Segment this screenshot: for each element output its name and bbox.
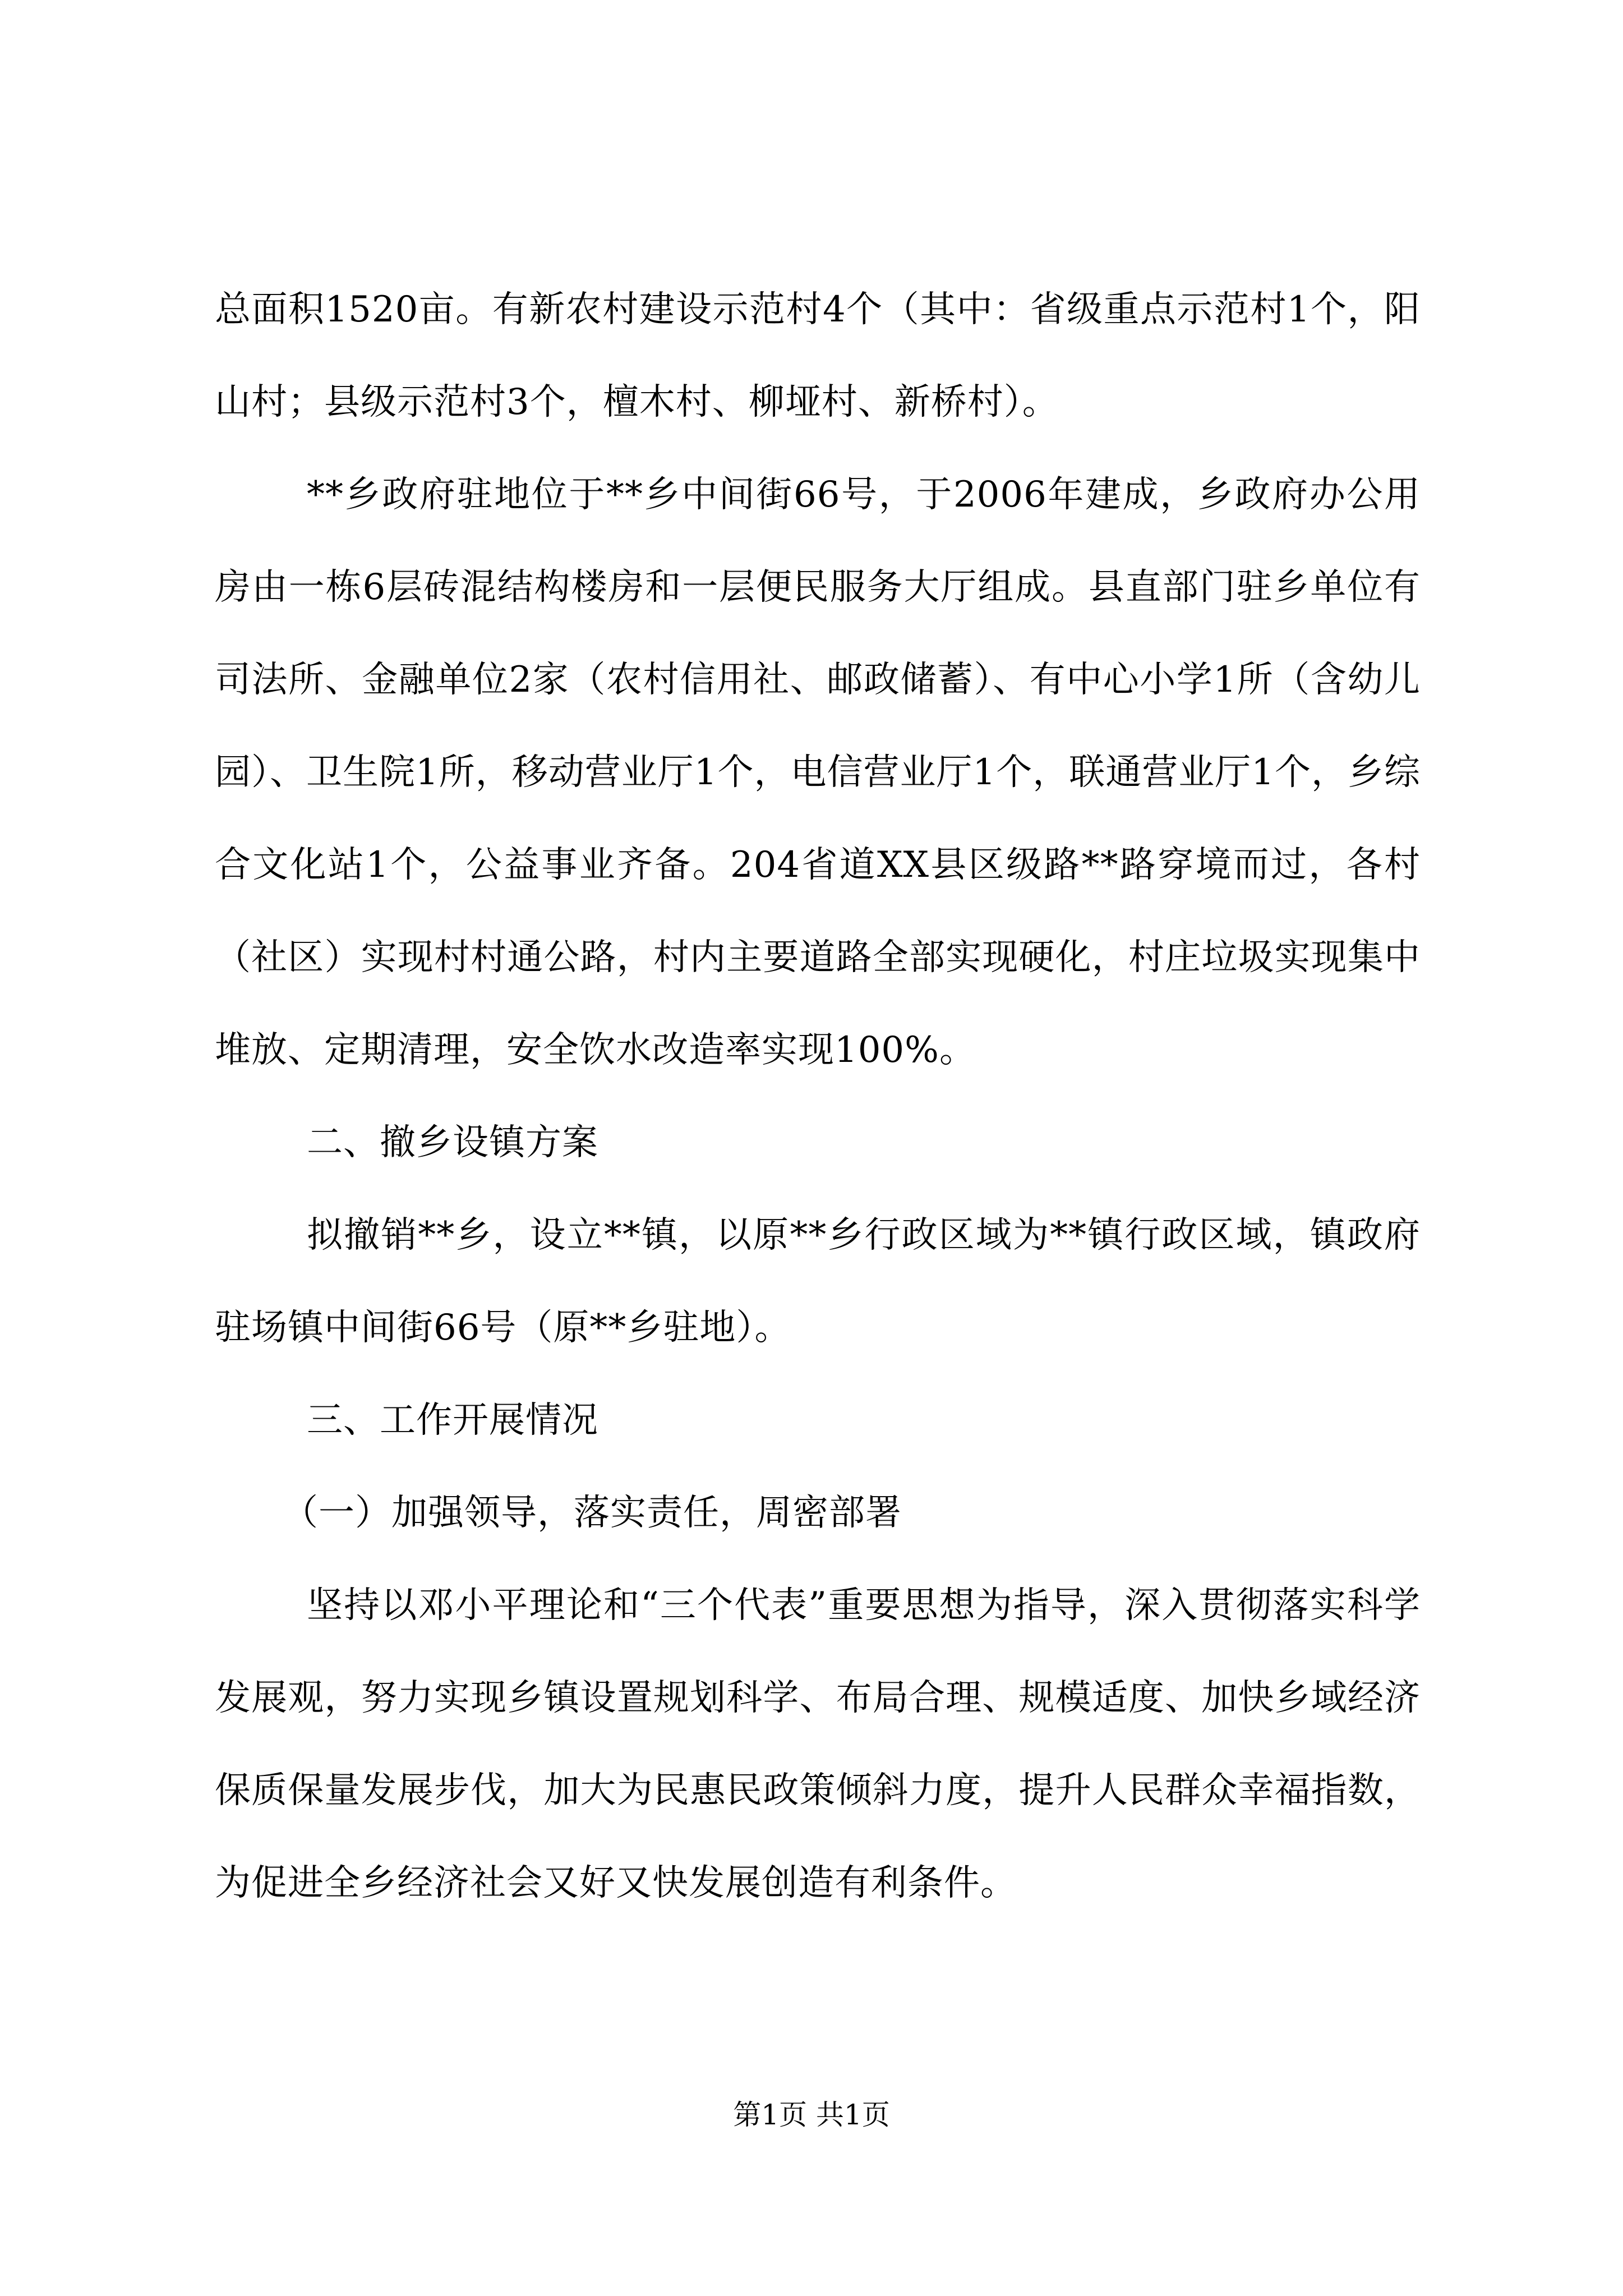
section-heading-work: 三、工作开展情况 (307, 1400, 598, 1441)
section-heading-plan: 二、撤乡设镇方案 (307, 1122, 598, 1163)
paragraph-plan: 拟撤销**乡，设立**镇，以原**乡行政区域为**镇行政区域，镇政府驻场镇中间街66号（原**乡驻地）。 (215, 1214, 1421, 1349)
subsection-heading-leadership: （一）加强领导，落实责任，周密部署 (282, 1492, 902, 1534)
paragraph-area-continuation: 总面积1520亩。有新农村建设示范村4个（其中：省级重点示范村1个，阳山村；县级示范村3个，檀木村、柳垭村、新桥村）。 (215, 289, 1421, 423)
page-footer: 第1页 共1页 (733, 2099, 890, 2131)
document-body (215, 264, 1421, 1930)
paragraph-government-seat: **乡政府驻地位于**乡中间街66号，于2006年建成，乡政府办公用房由一栋6层砖混结构楼房和一层便民服务大厅组成。县直部门驻乡单位有司法所、金融单位2家（农村信用社、邮政储蓄）、有中心小学1所（含幼儿园）、卫生院1所，移动营业厅1个，电信营业厅1个，联通营业厅1个，乡综合文化站1个，公益事业齐备。204省道XX县区级路**路穿境而过，各村（社区）实现村村通公路，村内主要道路全部实现硬化，村庄垃圾实现集中堆放、定期清理，安全饮水改造率实现100%。 (215, 474, 1421, 1071)
paragraph-guidance: 坚持以邓小平理论和“三个代表”重要思想为指导，深入贯彻落实科学发展观，努力实现乡镇设置规划科学、布局合理、规模适度、加快乡域经济保质保量发展步伐，加大为民惠民政策倾斜力度，提升人民群众幸福指数，为促进全乡经济社会又好又快发展创造有利条件。 (215, 1585, 1421, 1904)
